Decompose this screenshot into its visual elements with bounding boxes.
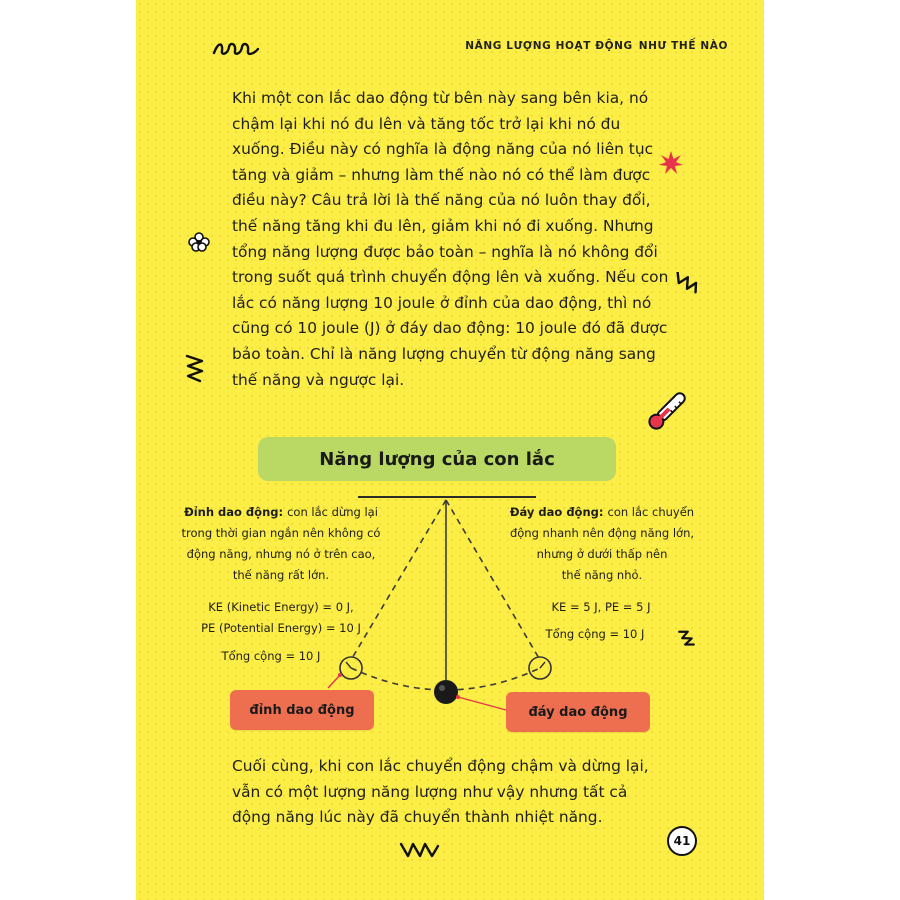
peak-note xyxy=(164,502,398,586)
bottom-note-line3: nhưng ở dưới thấp nên xyxy=(536,547,668,561)
bottom-note xyxy=(482,502,722,586)
diagram-title: Năng lượng của con lắc xyxy=(258,437,616,481)
page-number: 41 xyxy=(667,826,697,856)
peak-pe: PE (Potential Energy) = 10 J xyxy=(201,621,361,635)
label-bottom: đáy dao động xyxy=(506,692,650,732)
peak-energy-values xyxy=(164,597,398,639)
bottom-note-line1: con lắc chuyển xyxy=(607,505,695,519)
intro-paragraph: Khi một con lắc dao động từ bên này sang bên kia, nó chậm lại khi nó đu lên và tăng tốc trở lại khi nó đu xuống. Điều này có nghĩa là động năng của nó liên tục tăng và giảm – nhưng làm thế nào nó có thể làm được điều này? Câu trả lời là thế năng của nó luôn thay đổi, thế năng tăng khi đu lên, giảm khi nó đi xuống. Nhưng tổng năng lượng được bảo toàn – nghĩa là nó không đổi trong suốt quá trình chuyển động lên và xuống. Nếu con lắc có năng lượng 10 joule ở đỉnh của dao động, thì nó cũng có 10 joule (J) ở đáy dao động: 10 joule đó đã được bảo toàn. Chỉ là năng lượng chuyển từ động năng sang thế năng và ngược lại. xyxy=(232,89,669,389)
leader-line-left xyxy=(328,675,340,688)
outro-paragraph: Cuối cùng, khi con lắc chuyển động chậm và dừng lại, vẫn có một lượng năng lượng như vậy nhưng tất cả động năng lúc này đã chuyển thành nhiệt năng. xyxy=(232,757,649,827)
bottom-energy-values xyxy=(506,597,696,618)
bottom-note-line4: thế năng nhỏ. xyxy=(561,568,643,582)
book-page xyxy=(136,0,764,900)
peak-note-line2: trong thời gian ngắn nên không có xyxy=(181,526,381,540)
peak-ke: KE (Kinetic Energy) = 0 J, xyxy=(208,600,354,614)
peak-total xyxy=(196,646,346,667)
bottom-total-text: Tổng cộng = 10 J xyxy=(545,627,645,641)
leader-line-right xyxy=(458,697,506,710)
bottom-kepe: KE = 5 J, PE = 5 J xyxy=(551,600,651,614)
bottom-note-line2: động nhanh nên động năng lớn, xyxy=(509,526,695,540)
bottom-note-heading: Đáy dao động: xyxy=(509,505,604,519)
peak-total-text: Tổng cộng = 10 J xyxy=(221,649,321,663)
label-peak: đỉnh dao động xyxy=(230,690,374,730)
header-part-2: NHƯ THẾ NÀO xyxy=(638,40,728,52)
peak-note-line3: động năng, nhưng nó ở trên cao, xyxy=(186,547,376,561)
peak-note-line1: con lắc dừng lại xyxy=(287,505,378,519)
bottom-total xyxy=(520,624,670,645)
pendulum-bob xyxy=(434,680,458,704)
header-part-1: NĂNG LƯỢNG HOẠT ĐỘNG xyxy=(465,40,633,52)
peak-note-heading: Đỉnh dao động: xyxy=(184,505,284,519)
peak-note-line4: thế năng rất lớn. xyxy=(232,568,330,582)
